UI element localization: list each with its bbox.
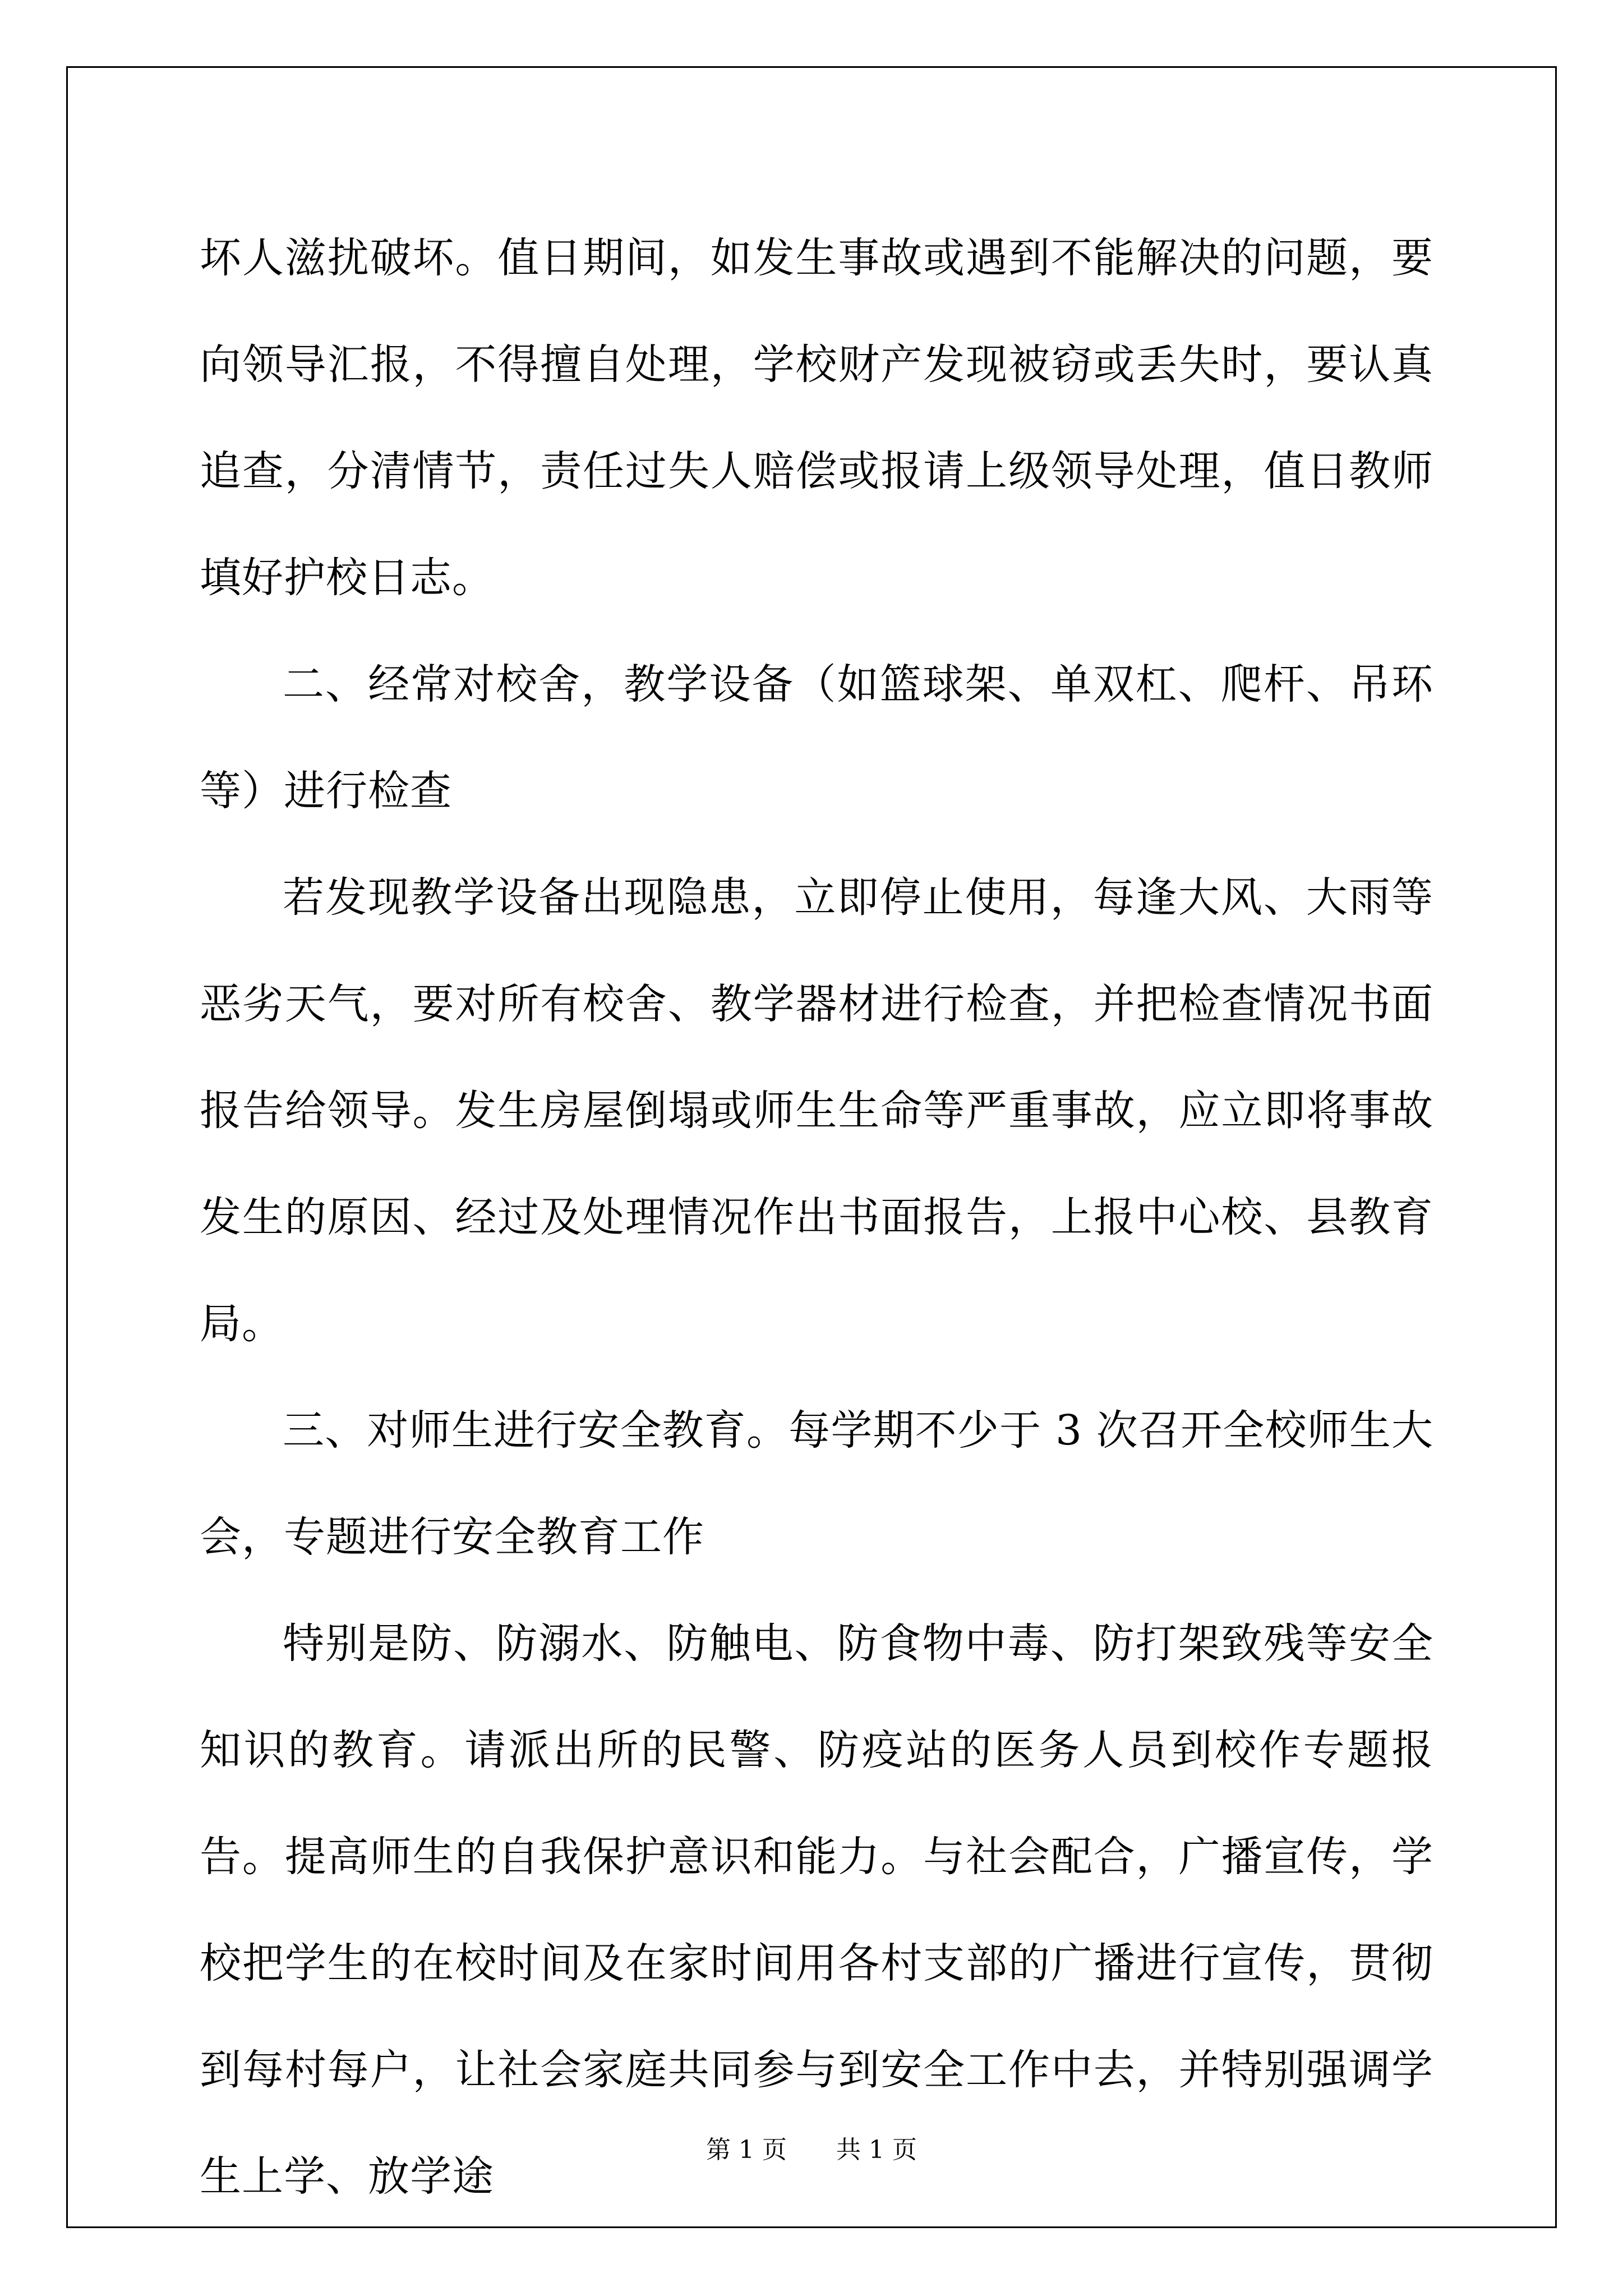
- document-body: [200, 205, 1433, 2230]
- paragraph-4: 三、对师生进行安全教育。每学期不少于 3 次召开全校师生大会，专题进行安全教育工作: [200, 1406, 1433, 1561]
- paragraph-3: 若发现教学设备出现隐患，立即停止使用，每逢大风、大雨等恶劣天气，要对所有校舍、教学器材进行检查，并把检查情况书面报告给领导。发生房屋倒塌或师生生命等严重事故，应立即将事故发生的原因、经过及处理情况作出书面报告，上报中心校、县教育局。: [200, 873, 1433, 1348]
- paragraph-5: 特别是防、防溺水、防触电、防食物中毒、防打架致残等安全知识的教育。请派出所的民警、防疫站的医务人员到校作专题报告。提高师生的自我保护意识和能力。与社会配合，广播宣传，学校把学生的在校时间及在家时间用各村支部的广播进行宣传，贯彻到每村每户，让社会家庭共同参与到安全工作中去，并特别强调学生上学、放学途: [200, 1619, 1433, 2201]
- page-footer: [0, 2129, 1623, 2165]
- paragraph-1: 坏人滋扰破坏。值日期间，如发生事故或遇到不能解决的问题，要向领导汇报，不得擅自处理，学校财产发现被窃或丢失时，要认真追查，分清情节，责任过失人赔偿或报请上级领导处理，值日教师填好护校日志。: [200, 234, 1433, 602]
- paragraph-2: 二、经常对校舍，教学设备（如篮球架、单双杠、爬杆、吊环等）进行检查: [200, 660, 1433, 815]
- page-number: 第 1 页: [706, 2136, 787, 2164]
- page-total: 共 1 页: [836, 2136, 917, 2164]
